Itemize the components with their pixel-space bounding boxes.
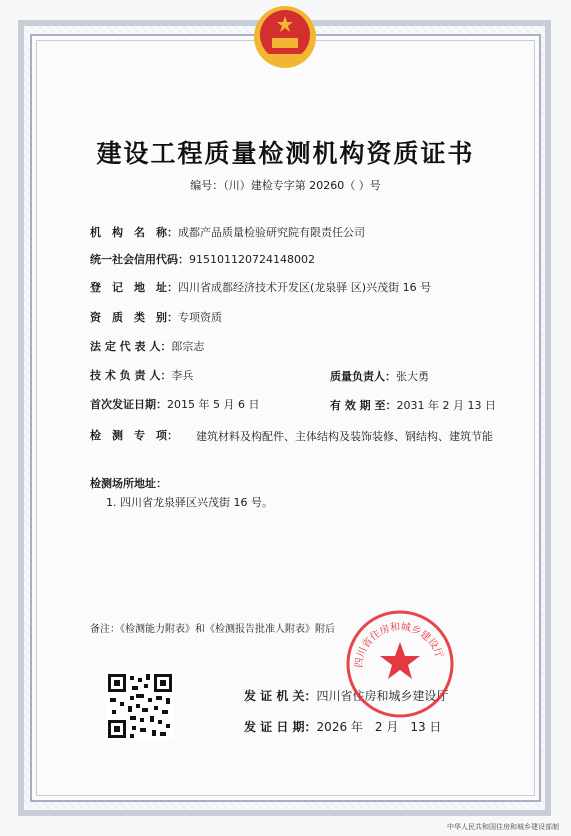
row-legal-rep — [90, 339, 204, 355]
scope-label: 检 测 专 项： — [90, 429, 178, 442]
tech-lead-value: 李兵 — [171, 369, 194, 382]
seal-text: 四川省住房和城乡建设厅 — [353, 621, 445, 669]
row-address — [90, 280, 431, 296]
issuer-value: 四川省住房和城乡建设厅 — [316, 689, 449, 703]
legal-rep-label: 法 定 代 表 人： — [90, 340, 172, 353]
official-seal-icon — [344, 608, 456, 720]
tech-lead-label: 技 术 负 责 人： — [90, 369, 172, 382]
issue-date-row — [244, 718, 441, 735]
row-scope — [90, 428, 178, 444]
national-emblem-icon — [252, 4, 318, 70]
address-value: 四川省成都经济技术开发区(龙泉驿 区)兴茂街 16 号 — [178, 281, 432, 294]
row-qual-type — [90, 310, 222, 326]
org-name-label: 机 构 名 称： — [90, 226, 178, 239]
issue-date-value: 2026 年 2 月 13 日 — [316, 720, 442, 734]
row-valid-until — [330, 397, 496, 413]
quality-lead-label: 质量负责人： — [330, 370, 396, 383]
site-address-item: 1. 四川省龙泉驿区兴茂街 16 号。 — [106, 496, 273, 509]
first-issue-value: 2015 年 5 月 6 日 — [167, 398, 260, 411]
remark-note: 备注：《检测能力附表》和《检测报告批准人附表》附后 — [90, 624, 335, 635]
row-credit-code — [90, 252, 315, 268]
credit-code-value: 915101120724148002 — [189, 253, 315, 266]
qual-type-value: 专项资质 — [178, 311, 222, 324]
row-quality-lead — [330, 368, 429, 384]
credit-code-label: 统一社会信用代码： — [90, 253, 189, 266]
issuer-label: 发 证 机 关： — [244, 689, 317, 703]
footer-issuer-note: 中华人民共和国住房和城乡建设部制 — [447, 823, 559, 831]
org-name-value: 成都产品质量检验研究院有限责任公司 — [178, 226, 365, 239]
quality-lead-value: 张大勇 — [396, 370, 429, 383]
first-issue-label: 首次发证日期： — [90, 398, 167, 411]
issue-date-label: 发 证 日 期： — [244, 720, 317, 734]
scope-value: 建筑材料及构配件、主体结构及装饰装修、钢结构、建筑节能 — [196, 430, 493, 443]
certificate-title: 建设工程质量检测机构资质证书 — [96, 139, 475, 168]
valid-until-value: 2031 年 2 月 13 日 — [396, 399, 496, 412]
row-first-issue — [90, 397, 259, 413]
row-site — [90, 476, 167, 492]
qr-code-icon — [106, 672, 174, 740]
certificate-number: 编号：（川）建检专字第 20260（ ）号 — [190, 179, 381, 192]
legal-rep-value: 郎宗志 — [171, 340, 205, 353]
qual-type-label: 资 质 类 别： — [90, 311, 178, 324]
site-label: 检测场所地址： — [90, 477, 167, 490]
address-label: 登 记 地 址： — [90, 281, 178, 294]
row-tech-lead — [90, 368, 193, 384]
row-org-name — [90, 225, 365, 241]
valid-until-label: 有 效 期 至： — [330, 399, 397, 412]
